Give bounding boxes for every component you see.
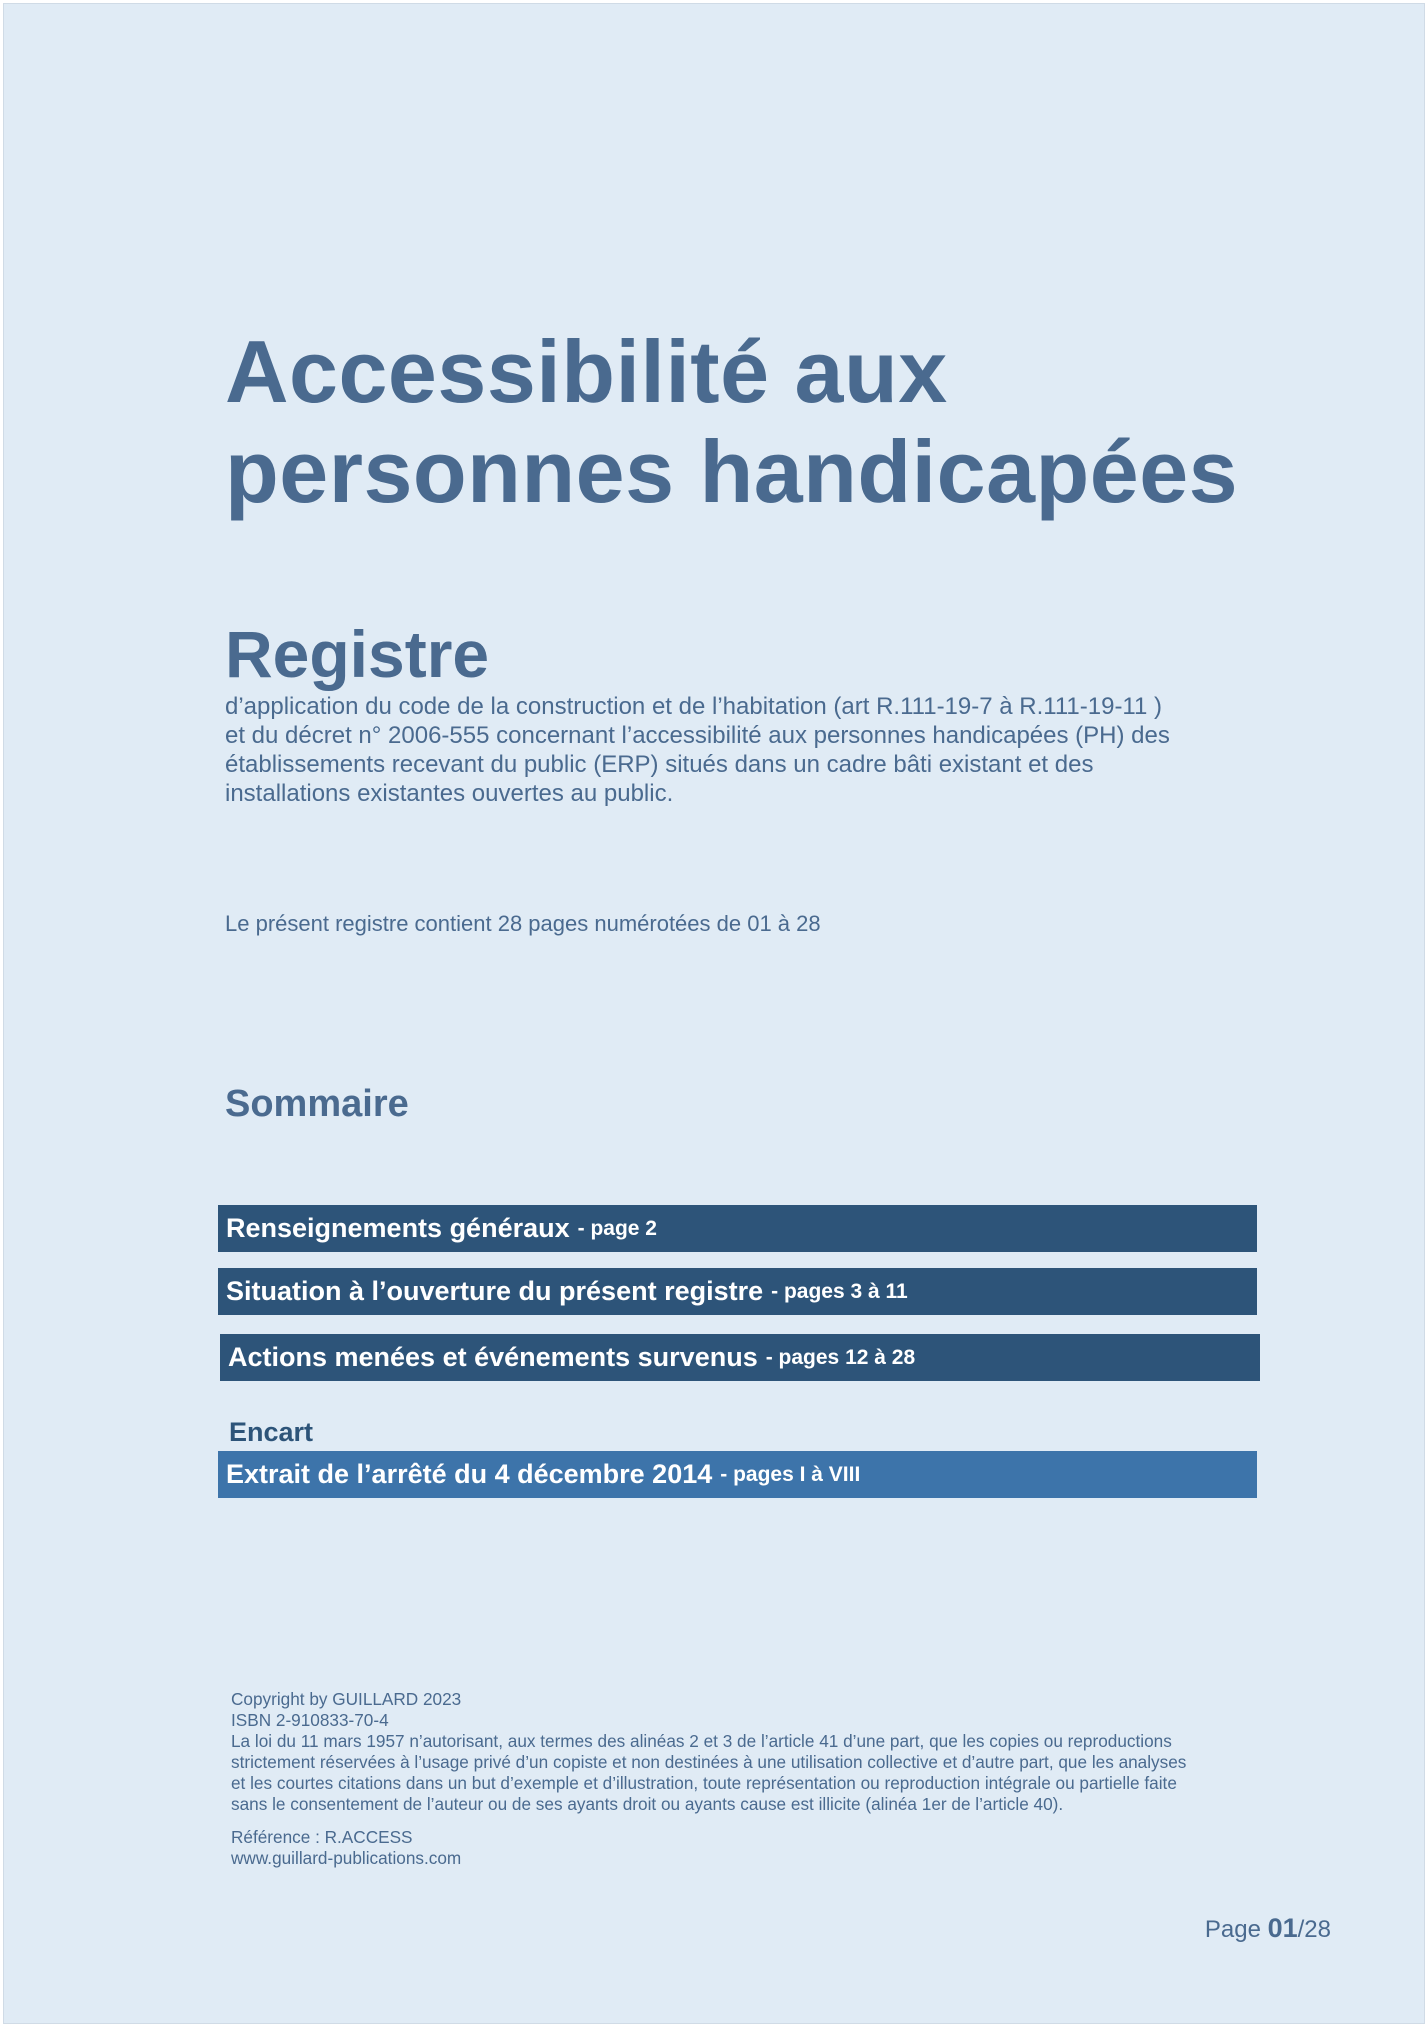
toc-item-label: Actions menées et événements survenus	[228, 1342, 758, 1372]
toc-item-label: Extrait de l’arrêté du 4 décembre 2014	[226, 1459, 713, 1489]
legal-notice	[231, 1689, 1331, 1869]
law-line: La loi du 11 mars 1957 n’autorisant, aux termes des alinéas 2 et 3 de l’article 41 d’une part, que les copies ou reproductions	[231, 1731, 1172, 1751]
page-number	[1205, 1912, 1331, 1946]
website-text: www.guillard-publications.com	[231, 1848, 462, 1868]
registre-line: et du décret n° 2006-555 concernant l’accessibilité aux personnes handicapées (PH) des	[225, 722, 1170, 749]
law-line: sans le consentement de l’auteur ou de ses ayants droit ou ayants cause est illicite (alinéa 1er de l’article 40).	[231, 1794, 1064, 1814]
law-line: strictement réservées à l’usage privé d’un copiste et non destinées à une utilisation collective et d’autre part, que les analyses	[231, 1752, 1187, 1772]
title-line-1: Accessibilité aux	[225, 322, 948, 421]
copyright-text: Copyright by GUILLARD 2023	[231, 1689, 462, 1709]
document-title	[225, 322, 1238, 522]
registre-line: installations existantes ouvertes au public.	[225, 780, 674, 807]
law-line: et les courtes citations dans un but d’exemple et d’illustration, toute représentation ou reproduction intégrale ou partielle faite	[231, 1773, 1177, 1793]
page-number-current: 01	[1267, 1913, 1298, 1943]
registre-line: établissements recevant du public (ERP) situés dans un cadre bâti existant et des	[225, 751, 1094, 778]
registre-description	[225, 692, 1305, 808]
toc-item-extrait	[218, 1451, 1257, 1498]
pages-count-note: Le présent registre contient 28 pages numérotées de 01 à 28	[225, 911, 821, 936]
title-line-2: personnes handicapées	[225, 422, 1239, 521]
sommaire-heading: Sommaire	[225, 1083, 409, 1125]
toc-item-pages: - pages 3 à 11	[771, 1279, 908, 1303]
toc-item-renseignements	[218, 1205, 1257, 1252]
toc-item-pages: - page 2	[577, 1216, 657, 1240]
registre-line: d’application du code de la construction et de l’habitation (art R.111-19-7 à R.111-19-11 )	[225, 693, 1163, 720]
toc-item-label: Situation à l’ouverture du présent registre	[226, 1276, 764, 1306]
reference-text: Référence : R.ACCESS	[231, 1827, 413, 1847]
page-number-total: /28	[1297, 1916, 1331, 1943]
toc-item-label: Renseignements généraux	[226, 1213, 570, 1243]
isbn-text: ISBN 2-910833-70-4	[231, 1710, 389, 1730]
toc-item-situation	[218, 1268, 1257, 1315]
toc-item-pages: - pages I à VIII	[720, 1462, 861, 1486]
registre-heading: Registre	[225, 617, 490, 691]
document-page	[3, 3, 1425, 2024]
page-number-prefix: Page	[1204, 1916, 1268, 1943]
encart-label: Encart	[229, 1417, 314, 1447]
toc-item-pages: - pages 12 à 28	[765, 1345, 916, 1369]
toc-item-actions	[220, 1334, 1260, 1381]
